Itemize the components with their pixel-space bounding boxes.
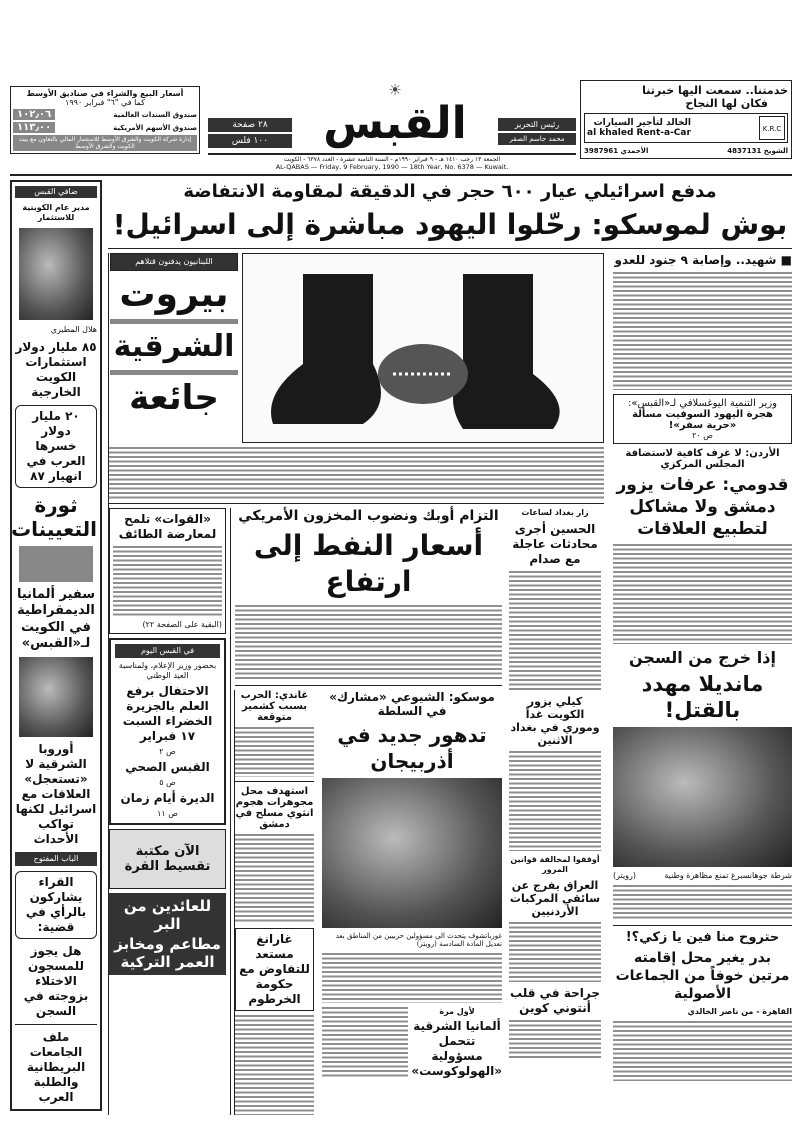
quinn-headline: جراحة في قلب أنتوني كوين <box>510 985 600 1015</box>
drivers-kicker: أوقفوا لمخالفة قوانين المرور <box>510 854 600 874</box>
lf-continued: (البقية على الصفحة ٢٢) <box>142 619 222 629</box>
car-ad-line2: فكان لها النجاح <box>685 97 768 110</box>
caption-text: غورباتشوف يتحدث الى مسؤولين حزبيين من المناطق بعد تعديل المادة السادسة <box>335 931 502 949</box>
today2-headline: القبس الصحي <box>125 759 210 774</box>
fund-ad-date: كما في "٦" فبراير ١٩٩٠ <box>65 98 145 107</box>
caption-credit: (رويتر) <box>416 940 437 949</box>
germany-headline: ألمانيا الشرقية تتحمل مسؤولية «الهولوكوست» <box>411 1019 502 1079</box>
masthead-divider <box>10 174 792 176</box>
divider <box>110 319 238 324</box>
section-rule <box>235 685 502 686</box>
main-area <box>108 180 792 1115</box>
yugoslav-minister-box <box>613 394 792 444</box>
badr-kicker: حتروح منا فين يا زكي؟! <box>625 930 780 946</box>
dateline-arabic: الجمعة ١٣ رجب ١٤١٠ هـ - ٩ فبراير ١٩٩٠م - السنة الثامنة عشرة - العدد ٦٣٧٨ - الكويت <box>283 156 501 163</box>
mandela-headline: مانديلا مهدد بالقتل! <box>641 671 764 723</box>
article-body <box>235 727 314 777</box>
beirut-block <box>110 253 238 419</box>
gray-banner <box>19 546 93 582</box>
beirut-word-1: بيروت <box>119 273 229 315</box>
headline-rule <box>108 248 792 249</box>
price: ١٠٠ فلس <box>208 134 292 148</box>
today-label: في القبس اليوم <box>115 644 220 658</box>
beirut-word-2: الشرقية <box>113 328 235 364</box>
mandela-kicker: إذا خرج من السجن <box>629 647 776 667</box>
fund-ad-title: أسعار البيع والشراء في صناديق الأوسط <box>26 89 184 98</box>
lf-headline: «القوات» تلمح لمعارضة الطائف <box>118 511 217 541</box>
article-body <box>322 1007 408 1077</box>
phone-shuwaikh: الشويخ 4837131 <box>727 147 788 155</box>
dateline-english: AL-QABAS — Friday, 9 February, 1990 — 18th Year, No. 6378 — Kuwait. <box>275 163 509 171</box>
appointments-headline: ثورة التعيينات <box>11 493 97 541</box>
article-body <box>235 605 502 681</box>
masthead-logo <box>295 82 495 152</box>
column-two <box>608 253 792 1082</box>
losses-box: ٢٠ مليار دولار خسرها العرب في انهيار ٨٧ <box>15 405 97 488</box>
damascus-headline: استهدف محل مجوهرات هجوم انثوي مسلح في دمشق <box>235 785 314 830</box>
guest-role: مدير عام الكويتية للاستثمار <box>22 203 90 222</box>
middle-column <box>506 508 604 1060</box>
investments-headline: ٨٥ مليار دولار استثمارات الكويت الخارجية <box>15 340 97 399</box>
article-body <box>613 272 792 390</box>
dateline <box>208 156 576 171</box>
today1-kicker: بحضور وزير الإعلام، ولمناسبة العيد الوطني <box>118 660 217 680</box>
moscow-column <box>318 690 502 1080</box>
beirut-kicker: اللبنانيون يدفنون قتلاهم <box>110 253 238 271</box>
article-body <box>113 546 222 616</box>
article-body <box>509 1020 601 1060</box>
right-section <box>108 253 608 1115</box>
editor-box <box>498 118 576 145</box>
box-kicker: وزير التنمية اليوغسلافي لـ«القبس»: <box>628 397 777 409</box>
article-body <box>322 953 502 1003</box>
headline-kicker: مدفع اسرائيلي عيار ٦٠٠ حجر في الدقيقة لمقاومة الانتفاضة <box>183 181 717 202</box>
caption-credit: (رويتر) <box>613 871 637 881</box>
today1-ref: ص ٢ <box>159 746 176 756</box>
library-ad: الآن مكتبة تقسيط القرة <box>109 829 226 889</box>
car-ad-line1: خدمتنا.. سمعت اليها خبرتنا <box>642 84 788 97</box>
cartoon-row <box>109 253 604 443</box>
article-body <box>509 571 601 691</box>
article-body <box>509 922 601 982</box>
price-box <box>208 118 292 148</box>
stock-price: ١١٣٫٠٠ <box>13 122 55 133</box>
germany-kicker: لأول مرة <box>439 1007 475 1017</box>
masthead-rule <box>208 153 576 155</box>
square-bullet-icon: ■ <box>776 252 792 267</box>
left-sidebar <box>10 180 102 1111</box>
body-columns <box>108 253 792 1115</box>
cartoon <box>242 253 604 443</box>
martyr-headline-text: شهيد.. وإصابة ٩ جنود للعدو <box>614 252 777 267</box>
gorbachev-photo <box>322 778 502 928</box>
car-brand-english: al khaled Rent-a-Car <box>587 128 691 138</box>
lower-row <box>109 508 604 1115</box>
germany-row <box>322 1007 502 1079</box>
article-body <box>235 1015 314 1115</box>
fund-ad-footer: إدارة شركة الكويت والشرق الأوسط للاستثمار المالي بالتعاون مع بيت الكويت والشرق الأوسط <box>13 135 197 151</box>
logo-text: القبس <box>323 98 467 149</box>
gdr-ambassador-headline: سفير ألمانيا الديمقراطية في الكويت لـ«القبس» <box>16 587 96 651</box>
section-rule <box>235 781 314 782</box>
readers-box: القراء يشاركون بالرأي في قضية: <box>15 871 97 939</box>
article-body <box>613 1021 792 1081</box>
beirut-word-3: جائعة <box>129 377 219 418</box>
krc-logo-icon: K.R.C <box>759 116 785 140</box>
byline: القاهرة - من ناصر الخالدي <box>687 1007 792 1017</box>
oil-headline: أسعار النفط إلى ارتفاع <box>253 528 484 599</box>
caption-text: شرطة جوهانسبرغ تمنع مظاهرة وطنية <box>664 871 792 881</box>
briefs-column <box>234 690 318 1115</box>
moscow-kicker: موسكو: الشيوعي «مشارك» في السلطة <box>329 689 495 718</box>
moscow-headline: تدهور جديد في أذربيجان <box>337 722 487 773</box>
phone-ahmadi: الأحمدي 3987961 <box>584 147 649 155</box>
center-lower-row <box>235 690 502 1115</box>
guest-name: هلال المطيري <box>50 325 97 334</box>
qaddoumi-headline: قدومي: عرفات يزور دمشق ولا مشاكل لتطبيع العلاقات <box>616 474 789 539</box>
ambassador-photo <box>19 657 93 737</box>
open-door-label: الباب المفتوح <box>15 852 97 866</box>
main-headline: بوش لموسكو: رحّلوا اليهود مباشرة إلى اسرائيل! <box>112 208 788 242</box>
stock-fund-label: صندوق الأسهم الأمريكية <box>113 123 197 132</box>
universities-file: ملف الجامعات البريطانية والطلبة العرب <box>26 1030 86 1104</box>
article-body <box>235 834 314 924</box>
page-count: ٢٨ صفحة <box>208 118 292 132</box>
article-body <box>109 447 604 499</box>
center-column <box>230 508 506 1115</box>
drivers-headline: العراق يفرج عن سائقي المركبات الأردنيين <box>509 878 601 918</box>
bond-price: ١٠٢٫٠٦ <box>13 109 55 120</box>
article-body <box>613 885 792 921</box>
article-body <box>509 751 601 851</box>
today3-headline: الديرة أيام زمان <box>120 790 215 805</box>
box-page-ref: ص ٢٠ <box>692 430 713 440</box>
divider <box>110 370 238 375</box>
garang-headline: غارانغ مستعد للتفاوض مع حكومة الخرطوم <box>235 928 314 1011</box>
right-column <box>108 508 230 975</box>
car-rental-ad <box>580 80 792 159</box>
germany-story <box>412 1007 502 1079</box>
kelly-headline: كيلي يزور الكويت غداً وموري في بغداد الاثنين <box>510 694 600 747</box>
box-headline: هجرة اليهود السوفيت مسألة «حرية سفر»! <box>632 408 773 431</box>
guest-label: ضافي القبس <box>15 186 97 198</box>
boots-cartoon-icon <box>243 254 603 442</box>
gandhi-headline: غاندي: الحرب بسبب كشمير متوقعة <box>240 689 309 723</box>
section-rule <box>15 1024 97 1025</box>
eastern-europe-headline: أوروبا الشرقية لا «تستعجل» العلاقات مع اسرائيل لكنها تواكب الأحداث <box>15 742 97 846</box>
today2-ref: ص ٥ <box>159 777 176 787</box>
fund-prices-ad <box>10 86 200 154</box>
oil-kicker: التزام أوبك ونضوب المخزون الأمريكي <box>238 507 499 524</box>
bakery-ad-line2: مطاعم ومخابز العمر التركية <box>114 934 221 971</box>
protest-photo <box>613 727 792 867</box>
badr-headline: بدر يغير محل إقامته مرتين خوفاً من الجماعات الأصولية <box>615 950 790 1003</box>
sun-emblem-icon: ☀ <box>388 81 402 99</box>
hussein-kicker: زار بغداد لساعات <box>521 507 589 517</box>
martyr-headline <box>613 253 792 268</box>
today3-ref: ص ١١ <box>157 808 178 818</box>
bakery-ad-line1: للعائدين من البر <box>123 896 212 933</box>
car-brand-arabic: الخالد لتأجير السيارات <box>593 118 691 128</box>
gorbachev-caption <box>322 932 502 950</box>
bond-fund-label: صندوق السندات العالمية <box>113 110 197 119</box>
editor-label: رئيس التحرير <box>498 118 576 131</box>
today-box <box>109 638 226 825</box>
lf-box <box>109 508 226 634</box>
today1-headline: الاحتفال برفع العلم بالجزيرة الخضراء السبت ١٧ فبراير <box>122 683 213 743</box>
editor-name: محمد جاسم الصقر <box>498 133 576 145</box>
turkish-bakery-ad <box>109 893 226 975</box>
section-rule <box>613 925 792 926</box>
hussein-headline: الحسين أجرى محادثات عاجلة مع صدام <box>512 521 598 566</box>
prison-question: هل يجوز للمسجون الاختلاء بزوجته في السجن <box>23 944 89 1018</box>
guest-photo <box>19 228 93 320</box>
photo-caption <box>613 871 792 881</box>
article-body <box>613 544 792 644</box>
section-rule <box>109 503 604 504</box>
jordan-kicker: الأردن: لا غرف كافية لاستضافة المجلس المركزي <box>625 447 780 470</box>
